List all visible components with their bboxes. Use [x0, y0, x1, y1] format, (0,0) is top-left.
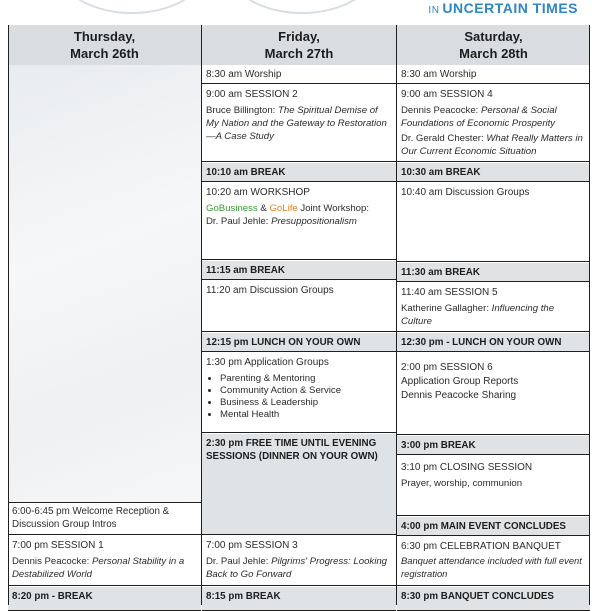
saturday-break1-text: 10:30 am BREAK [401, 167, 481, 178]
friday-workshop-title: Presuppositionalism [271, 216, 357, 227]
thursday-break [8, 587, 201, 611]
tagline-small: IN [428, 5, 440, 16]
friday-session3-time: 7:00 pm SESSION 3 [206, 540, 298, 551]
saturday-session6-line2: Dennis Peacocke Sharing [401, 390, 517, 401]
workshop-amp: & [257, 203, 270, 214]
friday-free-time [202, 434, 396, 535]
friday-workshop-speaker-name: Dr. Paul Jehle: [206, 216, 272, 227]
application-group-item: • Parenting & Mentoring [220, 373, 392, 385]
saturday-break2-text: 11:30 am BREAK [401, 267, 480, 278]
saturday-session4-speaker2 [401, 132, 586, 158]
saturday-lunch-text: 12:30 pm - LUNCH ON YOUR OWN [401, 337, 562, 348]
saturday-break2 [397, 263, 590, 282]
right-border [589, 25, 590, 605]
friday-app-groups-title: 1:30 pm Application Groups [206, 357, 329, 368]
golife-label: GoLife [269, 203, 298, 214]
header-band [0, 0, 600, 24]
saturday-date: March 28th [459, 46, 528, 61]
tagline-big: UNCERTAIN TIMES [442, 0, 578, 16]
friday-session2-title: The Spiritual Demise of My Nation and the Gateway to Restoration—A Case Study [206, 105, 387, 142]
friday-session3 [202, 536, 396, 586]
friday-discussion [202, 281, 396, 332]
friday-break2-text: 11:15 am BREAK [206, 265, 285, 276]
saturday-break1 [397, 163, 590, 182]
saturday-closing-time: 3:10 pm CLOSING SESSION [401, 462, 533, 473]
saturday-session4-title1: Personal & Social Foundations of Economic Prosperity [401, 105, 557, 129]
friday-session3-speaker [206, 555, 392, 581]
thursday-session1-speaker [12, 555, 197, 581]
friday-break3-text: 8:15 pm BREAK [206, 591, 281, 602]
left-border [8, 25, 9, 605]
saturday-session4-time: 9:00 am SESSION 4 [401, 89, 493, 100]
saturday-worship [397, 65, 590, 84]
friday-lunch-text: 12:15 pm LUNCH ON YOUR OWN [206, 337, 361, 348]
application-group-item: • Community Action & Service [220, 385, 392, 397]
saturday-session5 [397, 283, 590, 332]
thursday-session1 [8, 536, 201, 586]
saturday-break3 [397, 436, 590, 455]
saturday-closing-desc: Prayer, worship, communion [401, 478, 523, 489]
header-saturday [397, 25, 590, 65]
saturday-discussion-text: 10:40 am Discussion Groups [401, 187, 530, 198]
friday-break1-text: 10:10 am BREAK [206, 167, 286, 178]
saturday-worship-text: 8:30 am Worship [401, 69, 477, 80]
column-divider [396, 25, 397, 605]
thursday-reception-text: 6:00-6:45 pm Welcome Reception & Discussion Group Intros [12, 506, 170, 530]
application-group-item: • Business & Leadership [220, 397, 392, 409]
friday-discussion-text: 11:20 am Discussion Groups [206, 285, 334, 296]
header-thursday [8, 25, 201, 65]
friday-lunch [202, 333, 396, 352]
saturday-session4-speaker1 [401, 104, 586, 130]
saturday-session5-time: 11:40 am SESSION 5 [401, 287, 498, 298]
friday-day: Friday, [278, 29, 320, 44]
decorative-ring-left [60, 0, 204, 14]
friday-session2 [202, 85, 396, 162]
friday-session3-title: Pilgrims' Progress: Looking Back to Go Forward [206, 556, 387, 580]
friday-application-groups [202, 353, 396, 433]
saturday-session5-speaker [401, 302, 586, 328]
friday-date: March 27th [264, 46, 334, 61]
saturday-closing [397, 456, 590, 516]
friday-session2-speaker-name: Bruce Billington: [206, 105, 278, 116]
friday-workshop-speaker [206, 215, 392, 228]
saturday-banquet-concludes-text: 8:30 pm BANQUET CONCLUDES [401, 591, 554, 602]
saturday-break3-text: 3:00 pm BREAK [401, 440, 476, 451]
saturday-banquet-time: 6:30 pm CELEBRATION BANQUET [401, 541, 561, 552]
saturday-banquet-concludes [397, 587, 590, 611]
saturday-session4-speaker2-name: Dr. Gerald Chester: [401, 133, 487, 144]
thursday-day: Thursday, [73, 29, 136, 44]
saturday-banquet-note: Banquet attendance included with full event registration [401, 555, 582, 579]
friday-worship-text: 8:30 am Worship [206, 69, 282, 80]
thursday-session1-title: Personal Stability in a Destabilized World [12, 556, 185, 580]
column-divider [201, 25, 202, 605]
friday-session2-speaker [206, 104, 392, 143]
saturday-day: Saturday, [464, 29, 523, 44]
saturday-session5-title: Influencing the Culture [401, 303, 555, 327]
gobusiness-label: GoBusiness [206, 203, 258, 214]
thursday-session1-time: 7:00 pm SESSION 1 [12, 540, 104, 551]
friday-workshop-desc [206, 202, 392, 215]
schedule-grid [8, 25, 590, 605]
thursday-empty-area [8, 65, 201, 524]
saturday-session4-title2: What Really Matters in Our Current Economic Situation [401, 133, 583, 157]
saturday-session4-speaker1-name: Dennis Peacocke: [401, 105, 481, 116]
decorative-ring-right [230, 0, 374, 14]
saturday-discussion [397, 183, 590, 262]
friday-workshop [202, 183, 396, 260]
saturday-session5-speaker-name: Katherine Gallagher: [401, 303, 492, 314]
saturday-session6-time: 2:00 pm SESSION 6 [401, 362, 493, 373]
saturday-session6-line1: Application Group Reports [401, 376, 519, 387]
workshop-joint: Joint Workshop: [297, 203, 370, 214]
friday-break3 [202, 587, 396, 611]
friday-break2 [202, 261, 396, 280]
saturday-banquet [397, 537, 590, 586]
friday-worship [202, 65, 396, 84]
saturday-concludes [397, 517, 590, 536]
saturday-concludes-text: 4:00 pm MAIN EVENT CONCLUDES [401, 521, 566, 532]
thursday-session1-speaker-name: Dennis Peacocke: [12, 556, 92, 567]
thursday-break-text: 8:20 pm - BREAK [12, 591, 93, 602]
friday-free-time-text: 2:30 pm FREE TIME UNTIL EVENING SESSIONS (DINNER ON YOUR OWN) [206, 438, 378, 462]
friday-break1 [202, 163, 396, 182]
friday-session3-speaker-name: Dr. Paul Jehle: [206, 556, 272, 567]
tagline [428, 0, 578, 16]
thursday-date: March 26th [70, 46, 139, 61]
header-friday [202, 25, 396, 65]
application-groups-list [206, 373, 392, 421]
application-group-item: • Mental Health [220, 409, 392, 421]
saturday-session6 [397, 353, 590, 435]
saturday-session4 [397, 85, 590, 162]
friday-session2-time: 9:00 am SESSION 2 [206, 89, 298, 100]
saturday-lunch [397, 333, 590, 352]
friday-workshop-time: 10:20 am WORKSHOP [206, 187, 310, 198]
thursday-reception [8, 502, 201, 535]
